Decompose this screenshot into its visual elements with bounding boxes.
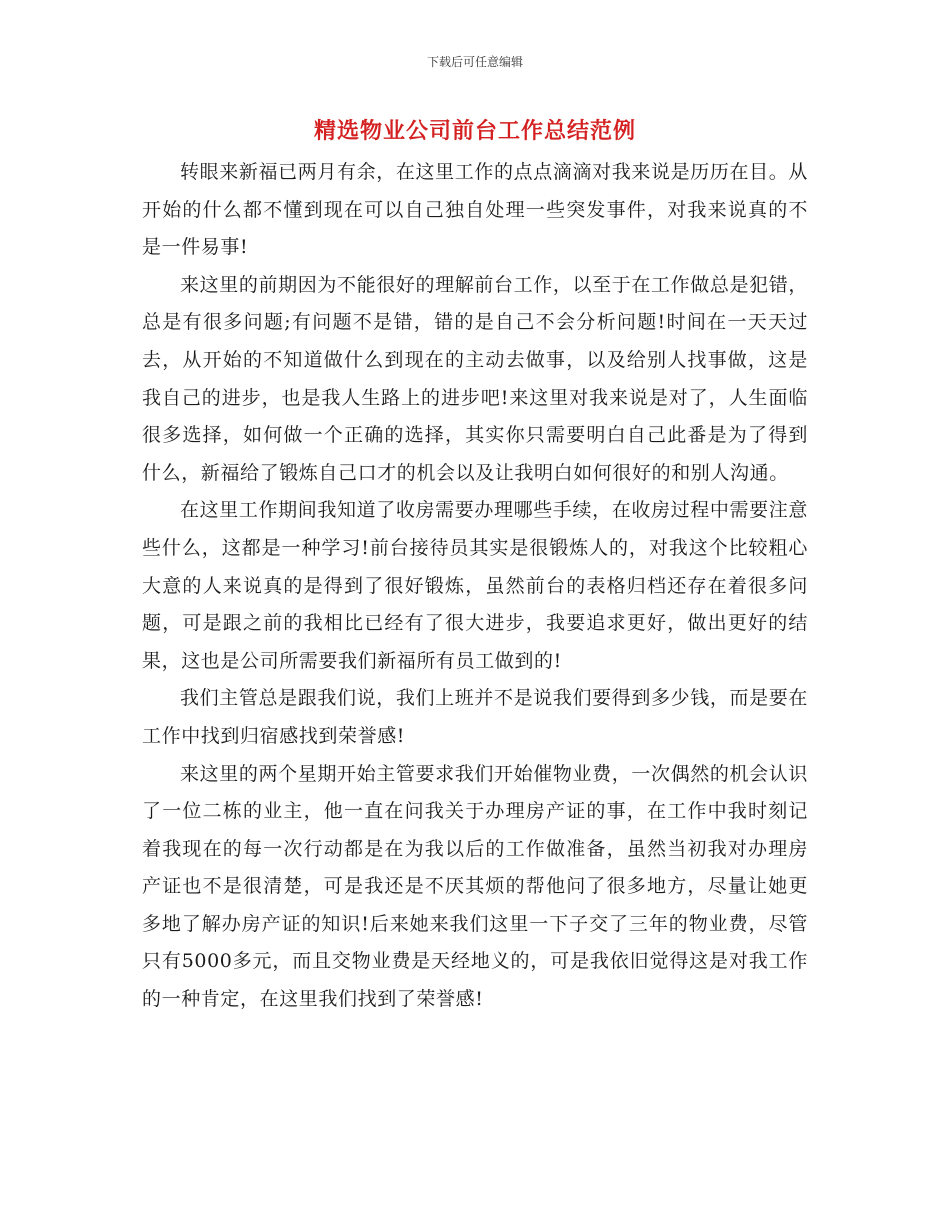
paragraph: 在这里工作期间我知道了收房需要办理哪些手续，在收房过程中需要注意些什么，这都是一种学习!前台接待员其实是很锻炼人的，对我这个比较粗心大意的人来说真的是得到了很好锻炼，虽然前台的表格归档还存在着很多问题，可是跟之前的我相比已经有了很大进步，我要追求更好，做出更好的结果，这也是公司所需要我们新福所有员工做到的!	[142, 499, 808, 672]
paragraph: 转眼来新福已两月有余，在这里工作的点点滴滴对我来说是历历在目。从开始的什么都不懂到现在可以自己独自处理一些突发事件，对我来说真的不是一件易事!	[142, 161, 808, 259]
document-title: 精选物业公司前台工作总结范例	[313, 118, 636, 144]
document-body	[142, 154, 808, 1019]
paragraph: 来这里的两个星期开始主管要求我们开始催物业费，一次偶然的机会认识了一位二栋的业主，他一直在问我关于办理房产证的事，在工作中我时刻记着我现在的每一次行动都是在为我以后的工作做准备，虽然当初我对办理房产证也不是很清楚，可是我还是不厌其烦的帮他问了很多地方，尽量让她更多地了解办房产证的知识!后来她来我们这里一下子交了三年的物业费，尽管只有5000多元，而且交物业费是天经地义的，可是我依旧觉得这是对我工作的一种肯定，在这里我们找到了荣誉感!	[142, 762, 808, 1011]
paragraph: 来这里的前期因为不能很好的理解前台工作，以至于在工作做总是犯错，总是有很多问题;有问题不是错，错的是自己不会分析问题!时间在一天天过去，从开始的不知道做什么到现在的主动去做事，以及给别人找事做，这是我自己的进步，也是我人生路上的进步吧!来这里对我来说是对了，人生面临很多选择，如何做一个正确的选择，其实你只需要明白自己此番是为了得到什么，新福给了锻炼自己口才的机会以及让我明白如何很好的和别人沟通。	[142, 273, 808, 484]
header-note: 下载后可任意编辑	[426, 55, 523, 69]
paragraph: 我们主管总是跟我们说，我们上班并不是说我们要得到多少钱，而是要在工作中找到归宿感找到荣誉感!	[142, 687, 808, 747]
